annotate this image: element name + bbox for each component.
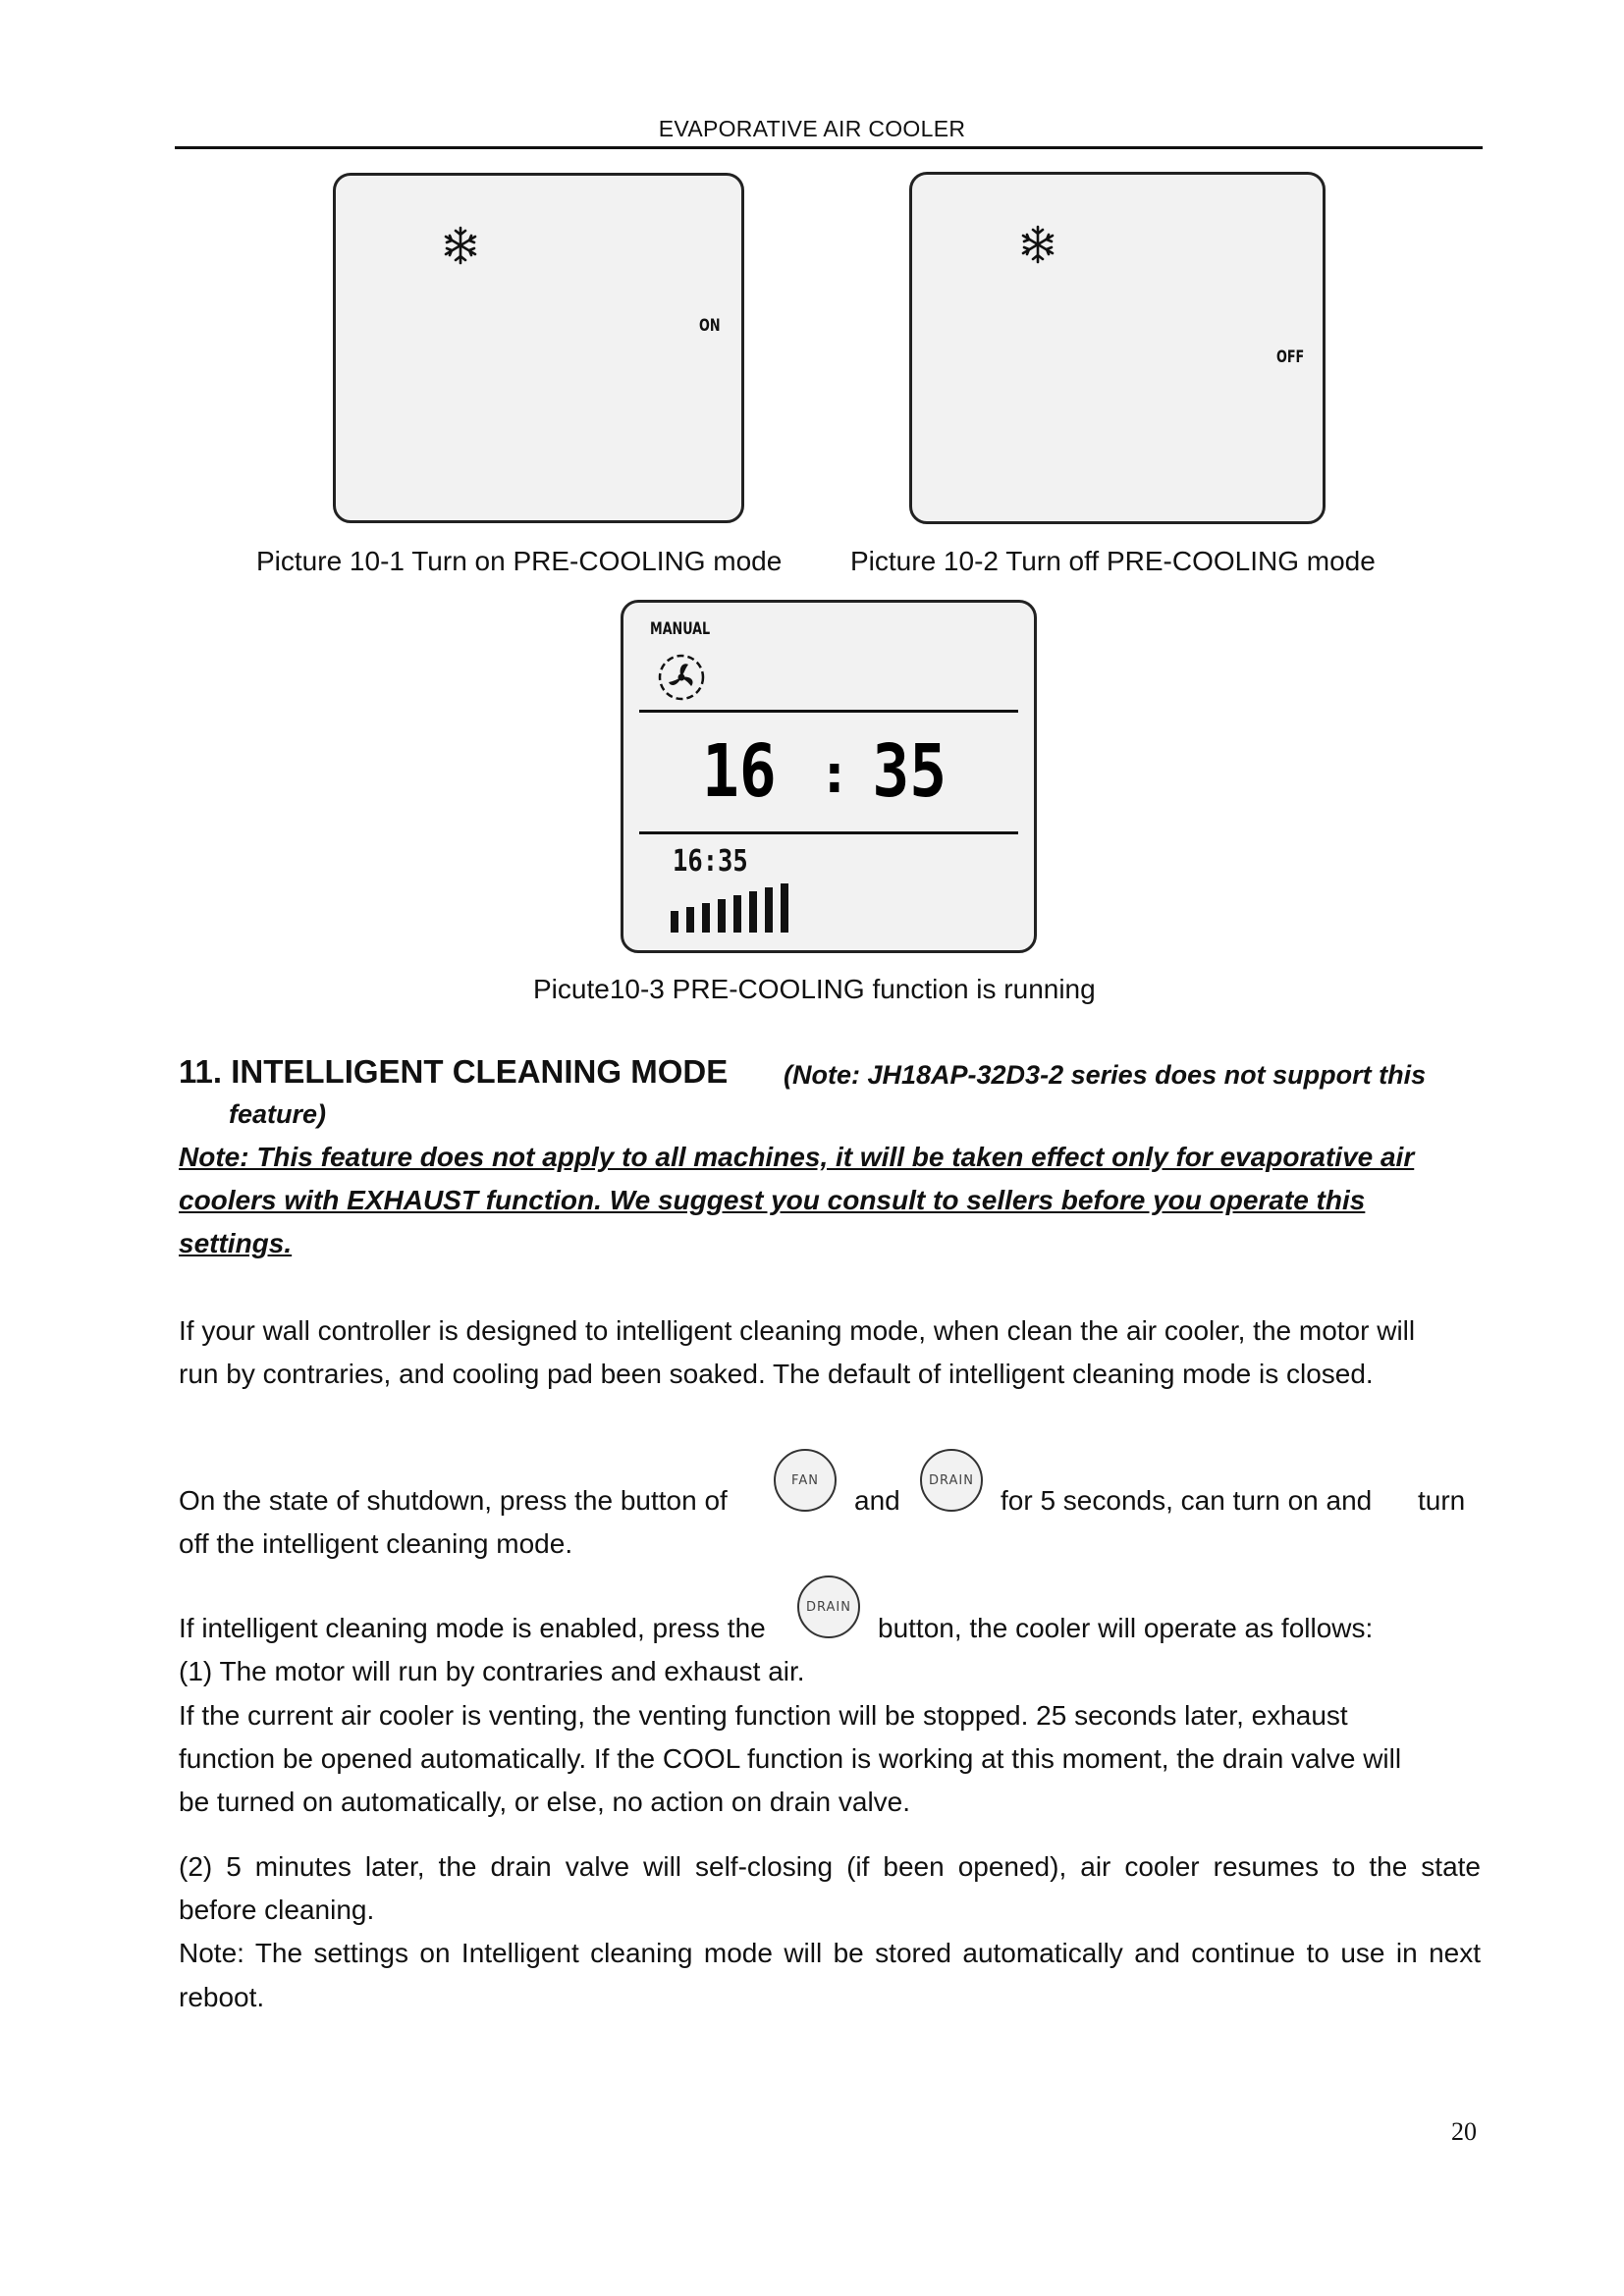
paragraph-4-line-2: function be opened automatically. If the COOL function is working at this moment, the drain valve will xyxy=(179,1743,1402,1774)
paragraph-6-line-2: reboot. xyxy=(179,1982,265,2012)
paragraph-6-line-1: Note: The settings on Intelligent cleaning mode will be stored automatically and continue to use in next xyxy=(179,1938,1481,1968)
fan-speed-bar xyxy=(702,903,710,933)
fan-speed-bar xyxy=(781,883,788,933)
drain-button-label: DRAIN xyxy=(806,1599,851,1615)
precooling-on-indicator: ON xyxy=(699,316,721,336)
paragraph-2-part-2: for 5 seconds, can turn on and xyxy=(1001,1485,1373,1516)
lcd-divider-bottom xyxy=(639,831,1018,834)
paragraph-1-line-2: run by contraries, and cooling pad been soaked. The default of intelligent cleaning mode is closed. xyxy=(179,1359,1374,1389)
lcd-display-precooling-on xyxy=(333,173,744,523)
drain-button-icon xyxy=(920,1449,983,1512)
header-rule xyxy=(175,146,1483,149)
paragraph-2-line-2: off the intelligent cleaning mode. xyxy=(179,1528,573,1559)
paragraph-4-line-3: be turned on automatically, or else, no action on drain valve. xyxy=(179,1787,911,1817)
fan-speed-bar xyxy=(765,887,773,933)
fan-speed-bar xyxy=(718,899,726,933)
caption-picture-10-2: Picture 10-2 Turn off PRE-COOLING mode xyxy=(850,546,1376,576)
small-time-readout: 16:35 xyxy=(673,844,748,879)
paragraph-5-line-1: (2) 5 minutes later, the drain valve will self-closing (if been opened), air cooler resumes to the state xyxy=(179,1851,1481,1882)
section-title-note: (Note: JH18AP-32D3-2 series does not support this xyxy=(784,1060,1427,1090)
manual-mode-label: MANUAL xyxy=(650,619,711,639)
drain-button-icon xyxy=(797,1575,860,1638)
caption-picture-10-1: Picture 10-1 Turn on PRE-COOLING mode xyxy=(256,546,783,576)
paragraph-2-turn: turn xyxy=(1418,1485,1466,1516)
snowflake-icon xyxy=(442,225,479,266)
precooling-off-indicator: OFF xyxy=(1276,347,1305,367)
fan-speed-bar xyxy=(733,895,741,933)
lcd-display-precooling-off xyxy=(909,172,1326,524)
fan-icon xyxy=(656,652,707,703)
warning-line-3: settings. xyxy=(179,1228,293,1258)
page-header: EVAPORATIVE AIR COOLER xyxy=(658,116,966,141)
lcd-divider-top xyxy=(639,710,1018,713)
page-number: 20 xyxy=(1451,2117,1477,2146)
section-title: 11. INTELLIGENT CLEANING MODE xyxy=(179,1053,729,1090)
section-title-note-continued: feature) xyxy=(229,1099,327,1129)
big-time-minutes: 35 xyxy=(872,735,947,806)
fan-button-icon xyxy=(774,1449,837,1512)
caption-picture-10-3: Picute10-3 PRE-COOLING function is running xyxy=(533,974,1096,1004)
paragraph-5-line-2: before cleaning. xyxy=(179,1895,375,1925)
fan-speed-bar xyxy=(671,911,678,933)
warning-line-2: coolers with EXHAUST function. We suggest you consult to sellers before you operate this xyxy=(179,1185,1366,1215)
paragraph-2-part-1: On the state of shutdown, press the button of xyxy=(179,1485,728,1516)
paragraph-2-and: and xyxy=(854,1485,900,1516)
fan-speed-bars-icon xyxy=(671,878,828,933)
big-time-readout xyxy=(702,735,967,806)
paragraph-4-line-1: If the current air cooler is venting, the venting function will be stopped. 25 seconds later, exhaust xyxy=(179,1700,1348,1731)
paragraph-3-part-1: If intelligent cleaning mode is enabled, press the xyxy=(179,1613,766,1643)
paragraph-1-line-1: If your wall controller is designed to intelligent cleaning mode, when clean the air cooler, the motor will xyxy=(179,1315,1416,1346)
drain-button-label: DRAIN xyxy=(929,1472,974,1488)
lcd-display-precooling-running xyxy=(621,600,1037,953)
snowflake-icon xyxy=(1019,224,1056,265)
fan-speed-bar xyxy=(749,891,757,933)
big-time-hours: 16 xyxy=(702,735,777,806)
big-time-colon: : xyxy=(818,742,851,806)
paragraph-3-item-1: (1) The motor will run by contraries and exhaust air. xyxy=(179,1656,805,1686)
paragraph-3-part-2: button, the cooler will operate as follows: xyxy=(878,1613,1374,1643)
fan-speed-bar xyxy=(686,907,694,933)
warning-line-1: Note: This feature does not apply to all machines, it will be taken effect only for evaporative air xyxy=(179,1142,1415,1172)
fan-button-label: FAN xyxy=(791,1472,819,1488)
